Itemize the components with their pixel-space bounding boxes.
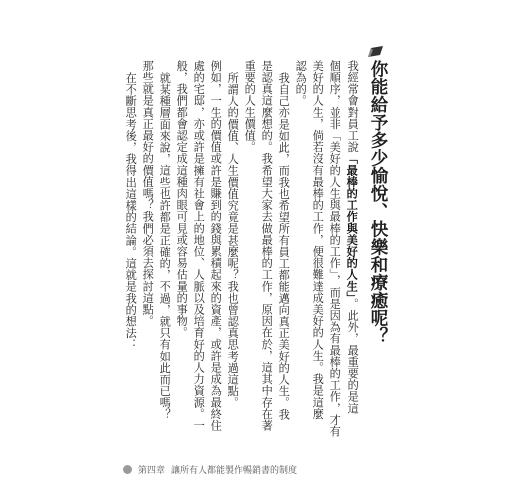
page-number-dot-icon	[123, 465, 132, 474]
body-column-6: 是認真這麼想的。我希望大家去做最棒的工作，原因在於，這其中存在著	[260, 60, 274, 432]
emphasized-phrase: 「最棒的工作與美好的人生」	[345, 152, 360, 299]
body-column-12: 就某種層面來說，這些也許都是正確的，不過，就只有如此而已嗎？	[158, 72, 172, 420]
body-column-8: 所謂人的價值、人生價值究竟是甚麼呢？我也曾認真思考過這點。	[226, 72, 240, 409]
body-text: 。此外，最重要的是這	[346, 298, 360, 415]
body-column-13: 那些就是真正最好的價值嗎？我們必須去探討這點。	[141, 60, 155, 327]
page-footer	[123, 463, 297, 476]
body-column-9: 例如，一生的價值或許是賺到的錢與累積起來的資產，或許是成為最終住	[209, 60, 223, 432]
body-column-10: 處的宅邸，亦或許是擁有社會上的地位、人脈以及培育好的人力資源。一	[192, 60, 206, 432]
pencil-marker-icon	[367, 45, 384, 58]
section-title: 你能給予多少愉悅、快樂和療癒呢？	[368, 60, 388, 345]
body-column-4: 認為的。	[294, 60, 308, 107]
body-column-14: 在不斷思考後，我得出這樣的結論。這就是我的想法：	[124, 72, 138, 351]
body-column-7: 重要的人生價值。	[243, 60, 257, 153]
body-column-2: 個順序，並非「美好的人生與最棒的工作」，而是因為有最棒的工作，才有	[328, 60, 342, 438]
footer-chapter: 第四章	[138, 466, 166, 476]
body-column-5: 我自己亦是如此，而我也希望所有員工都能邁向真正美好的人生。我	[277, 72, 291, 420]
body-column-3: 美好的人生，倘若沒有最棒的工作，便很難達成美好的人生。我是這麼	[311, 60, 325, 420]
body-column-11: 般，我們都會認定成這種肉眼可見或容易估量的事物。	[175, 60, 189, 339]
body-text: 我經常會對員工說	[346, 60, 360, 153]
body-column-1	[346, 60, 358, 414]
footer-chapter-title: 讓所有人都能製作暢銷書的制度	[171, 466, 298, 476]
